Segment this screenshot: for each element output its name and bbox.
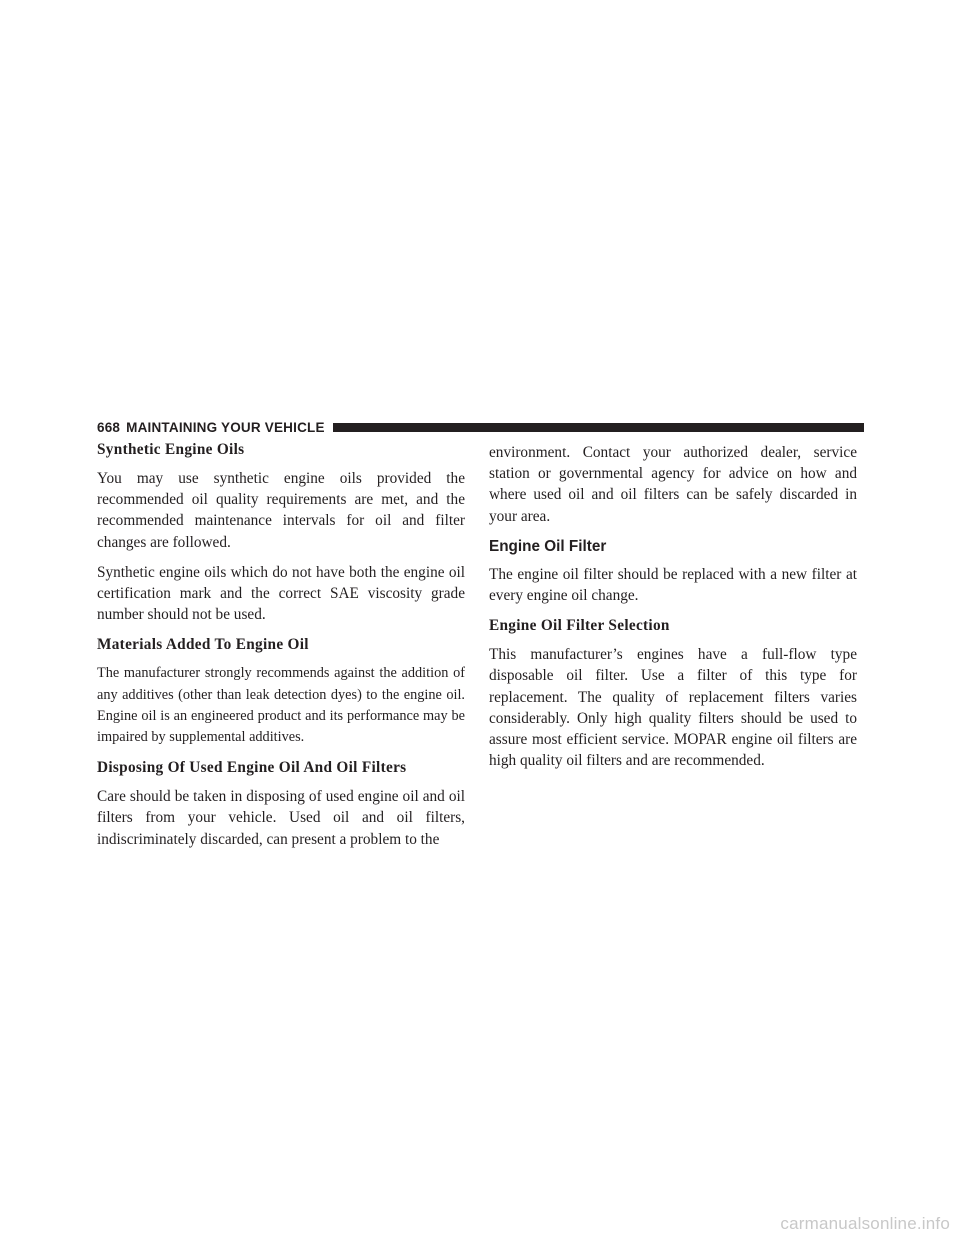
running-header [97,418,864,436]
synthetic-oils-paragraph-1: You may use synthetic engine oils provided the recommended oil quality requirements are met, and the recommended maintenance intervals for oil and filter changes are followed. [97,470,465,551]
materials-added-paragraph: The manufacturer strongly recommends against the addition of any additives (other than leak detection dyes) to the engine oil. Engine oil is an engineered product and its performance may be impaired by supplemental additives. [97,665,465,746]
engine-oil-filter-paragraph: The engine oil filter should be replaced with a new filter at every engine oil change. [489,565,857,605]
disposing-paragraph: Care should be taken in disposing of used engine oil and oil filters from your vehicle. Used oil and oil filters, indiscriminately discarded, can present a problem to the [97,788,465,848]
filter-selection-heading: Engine Oil Filter Selection [489,617,670,635]
page-number: 668 [97,419,121,435]
filter-selection-paragraph: This manufacturer’s engines have a full-flow type disposable oil filter. Use a filter of this type for replacement. The quality of replacement filters varies considerably. Only high quality filters should be used to assure most efficient service. MOPAR engine oil filters are high quality oil filters and are recommended. [489,646,857,770]
engine-oil-filter-heading: Engine Oil Filter [489,537,607,555]
synthetic-oils-paragraph-2: Synthetic engine oils which do not have both the engine oil certification mark and the correct SAE viscosity grade number should not be used. [97,563,465,624]
watermark: carmanualsonline.info [780,1214,950,1233]
section-title: MAINTAINING YOUR VEHICLE [126,419,325,435]
header-rule [333,423,864,432]
disposing-paragraph-continued: environment. Contact your authorized dealer, service station or governmental agency for advice on how and where used oil and oil filters can be safely discarded in your area. [489,444,857,525]
left-column [97,439,465,859]
right-column [489,442,857,780]
synthetic-oils-heading: Synthetic Engine Oils [97,441,245,458]
disposing-heading: Disposing Of Used Engine Oil And Oil Filters [97,759,407,777]
materials-added-heading: Materials Added To Engine Oil [97,636,309,654]
